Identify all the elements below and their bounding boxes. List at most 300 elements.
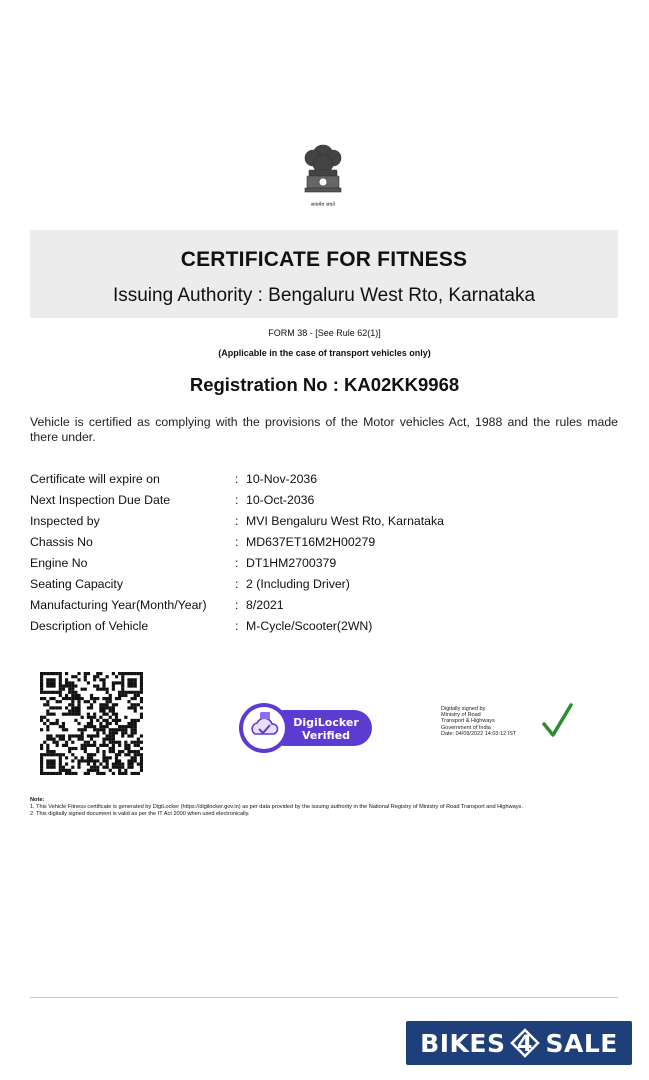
qr-module [87, 734, 90, 737]
qr-module [96, 697, 99, 700]
qr-module [40, 672, 43, 675]
qr-module [46, 703, 49, 706]
qr-module [106, 734, 109, 737]
qr-module [131, 681, 134, 684]
vehicle-details [30, 470, 618, 638]
qr-module [112, 750, 115, 753]
qr-module [115, 722, 118, 725]
notes-title: Note: [30, 797, 45, 803]
qr-module [68, 703, 71, 706]
qr-module [121, 675, 124, 678]
qr-module [62, 697, 65, 700]
qr-module [43, 753, 46, 756]
qr-module [121, 728, 124, 731]
qr-module [121, 684, 124, 687]
qr-module [65, 744, 68, 747]
qr-module [74, 713, 77, 716]
qr-module [127, 744, 130, 747]
digital-signature [436, 702, 580, 750]
qr-module [118, 759, 121, 762]
qr-module [46, 728, 49, 731]
qr-module [109, 734, 112, 737]
qr-module [71, 681, 74, 684]
qr-module [96, 728, 99, 731]
qr-module [87, 759, 90, 762]
qr-module [93, 713, 96, 716]
qr-module [81, 731, 84, 734]
qr-module [90, 753, 93, 756]
qr-module [140, 753, 143, 756]
qr-module [127, 759, 130, 762]
detail-colon: : [235, 514, 239, 528]
qr-module [137, 750, 140, 753]
qr-module [106, 766, 109, 769]
certificate-title: CERTIFICATE FOR FITNESS [180, 248, 468, 271]
qr-module [99, 772, 102, 775]
qr-module [65, 672, 68, 675]
qr-module [40, 766, 43, 769]
qr-module [134, 750, 137, 753]
qr-module [62, 753, 65, 756]
qr-module [56, 700, 59, 703]
detail-colon: : [235, 493, 239, 507]
qr-module [59, 725, 62, 728]
detail-value: MVI Bengaluru West Rto, Karnataka [246, 514, 444, 528]
qr-module [118, 753, 121, 756]
qr-module [124, 747, 127, 750]
qr-module [74, 747, 77, 750]
issuing-authority: Issuing Authority : Bengaluru West Rto, Karnataka [112, 285, 536, 306]
qr-module [77, 700, 80, 703]
qr-module [56, 744, 59, 747]
qr-module [40, 759, 43, 762]
qr-module [134, 753, 137, 756]
qr-module [56, 719, 59, 722]
qr-module [90, 722, 93, 725]
qr-module [49, 672, 52, 675]
qr-module [71, 684, 74, 687]
qr-module [112, 734, 115, 737]
notes-section [30, 797, 620, 818]
qr-module [137, 672, 140, 675]
qr-module [74, 684, 77, 687]
qr-module [115, 763, 118, 766]
qr-module [68, 681, 71, 684]
qr-module [52, 763, 55, 766]
qr-module [59, 675, 62, 678]
qr-module [90, 694, 93, 697]
qr-module [90, 756, 93, 759]
qr-module [49, 697, 52, 700]
qr-module [81, 738, 84, 741]
qr-module [134, 706, 137, 709]
qr-module [112, 713, 115, 716]
qr-module [40, 728, 43, 731]
qr-module [121, 725, 124, 728]
qr-module [134, 694, 137, 697]
qr-module [124, 741, 127, 744]
detail-colon: : [235, 577, 239, 591]
qr-module [46, 759, 49, 762]
qr-module [121, 694, 124, 697]
qr-module [68, 713, 71, 716]
qr-module [131, 759, 134, 762]
qr-module [112, 747, 115, 750]
qr-module [65, 681, 68, 684]
qr-module [102, 678, 105, 681]
qr-module [140, 684, 143, 687]
qr-module [81, 744, 84, 747]
qr-module [43, 716, 46, 719]
qr-module [77, 697, 80, 700]
qr-module [65, 756, 68, 759]
qr-module [112, 763, 115, 766]
qr-module [93, 734, 96, 737]
detail-label: Chassis No [30, 535, 93, 549]
qr-module [109, 716, 112, 719]
qr-module [93, 766, 96, 769]
qr-module [112, 744, 115, 747]
qr-module [140, 700, 143, 703]
qr-module [131, 672, 134, 675]
qr-module [124, 691, 127, 694]
qr-module [115, 675, 118, 678]
qr-module [49, 759, 52, 762]
qr-module [127, 722, 130, 725]
detail-row [30, 491, 618, 512]
qr-module [84, 675, 87, 678]
qr-module [93, 675, 96, 678]
qr-module [96, 688, 99, 691]
qr-module [115, 719, 118, 722]
qr-module [56, 741, 59, 744]
qr-module [118, 694, 121, 697]
qr-module [84, 678, 87, 681]
qr-module [65, 706, 68, 709]
qr-module [106, 722, 109, 725]
qr-module [140, 769, 143, 772]
qr-module [87, 769, 90, 772]
qr-module [127, 691, 130, 694]
qr-module [140, 697, 143, 700]
qr-module [90, 734, 93, 737]
qr-module [59, 678, 62, 681]
qr-module [74, 772, 77, 775]
qr-module [124, 716, 127, 719]
qr-module [49, 678, 52, 681]
qr-module [137, 691, 140, 694]
qr-module [109, 700, 112, 703]
detail-label: Next Inspection Due Date [30, 493, 171, 507]
qr-module [71, 713, 74, 716]
brand-four-icon [508, 1026, 542, 1060]
qr-module [112, 688, 115, 691]
qr-module [137, 738, 140, 741]
detail-label: Manufacturing Year(Month/Year) [30, 598, 207, 612]
detail-label: Seating Capacity [30, 577, 123, 591]
qr-module [118, 766, 121, 769]
qr-module [71, 741, 74, 744]
qr-module [49, 750, 52, 753]
qr-module [87, 672, 90, 675]
qr-module [65, 697, 68, 700]
digilocker-verified-badge [238, 700, 374, 756]
qr-module [84, 744, 87, 747]
qr-module [140, 766, 143, 769]
qr-module [84, 688, 87, 691]
brand-text-bikes: BIKES [420, 1028, 506, 1058]
qr-module [59, 766, 62, 769]
qr-module [102, 772, 105, 775]
qr-module [106, 725, 109, 728]
qr-module [77, 738, 80, 741]
qr-module [84, 725, 87, 728]
qr-module [121, 681, 124, 684]
checkmark-icon [540, 702, 574, 742]
qr-module [40, 716, 43, 719]
detail-colon: : [235, 619, 239, 633]
qr-module [81, 688, 84, 691]
qr-module [121, 678, 124, 681]
qr-module [115, 759, 118, 762]
qr-module [81, 747, 84, 750]
qr-module [46, 744, 49, 747]
qr-module [96, 675, 99, 678]
qr-module [62, 684, 65, 687]
qr-module [40, 697, 43, 700]
qr-module [124, 694, 127, 697]
qr-module [59, 756, 62, 759]
qr-module [43, 691, 46, 694]
qr-module [49, 738, 52, 741]
qr-module [112, 672, 115, 675]
qr-module [102, 759, 105, 762]
qr-module [77, 709, 80, 712]
qr-module [102, 725, 105, 728]
qr-module [118, 741, 121, 744]
qr-module [121, 766, 124, 769]
qr-module [87, 763, 90, 766]
qr-module [62, 728, 65, 731]
qr-module [124, 753, 127, 756]
qr-module [74, 697, 77, 700]
qr-module [118, 697, 121, 700]
qr-module [140, 672, 143, 675]
qr-module [124, 772, 127, 775]
qr-module [52, 738, 55, 741]
qr-module [49, 722, 52, 725]
qr-module [106, 688, 109, 691]
qr-module [71, 700, 74, 703]
qr-module [71, 747, 74, 750]
signature-line: Government of India [441, 724, 491, 731]
qr-module [49, 691, 52, 694]
qr-module [93, 728, 96, 731]
detail-row [30, 554, 618, 575]
qr-module [77, 713, 80, 716]
qr-module [84, 741, 87, 744]
qr-module [59, 706, 62, 709]
qr-module [121, 750, 124, 753]
qr-module [68, 738, 71, 741]
qr-module [99, 725, 102, 728]
qr-module [99, 688, 102, 691]
qr-module [131, 766, 134, 769]
qr-module [137, 703, 140, 706]
qr-module [56, 772, 59, 775]
detail-value: M-Cycle/Scooter(2WN) [246, 619, 373, 633]
qr-module [59, 772, 62, 775]
qr-module [106, 763, 109, 766]
qr-module [106, 738, 109, 741]
qr-module [52, 766, 55, 769]
qr-module [68, 734, 71, 737]
emblem-caption: सत्यमेव जयते [310, 202, 336, 208]
qr-module [71, 734, 74, 737]
qr-module [131, 691, 134, 694]
qr-module [102, 766, 105, 769]
qr-module [46, 734, 49, 737]
qr-module [109, 697, 112, 700]
qr-module [118, 672, 121, 675]
footer-divider [30, 997, 618, 998]
qr-module [127, 725, 130, 728]
qr-module [121, 672, 124, 675]
qr-module [112, 684, 115, 687]
qr-module [46, 725, 49, 728]
qr-code-icon[interactable] [40, 672, 143, 775]
qr-module [52, 697, 55, 700]
qr-module [102, 750, 105, 753]
qr-module [87, 700, 90, 703]
qr-module [59, 738, 62, 741]
qr-module [137, 772, 140, 775]
qr-module [124, 725, 127, 728]
qr-module [40, 747, 43, 750]
qr-module [134, 684, 137, 687]
qr-module [99, 728, 102, 731]
detail-row [30, 470, 618, 491]
detail-row [30, 533, 618, 554]
qr-module [115, 728, 118, 731]
qr-module [71, 753, 74, 756]
qr-module [127, 700, 130, 703]
qr-module [102, 706, 105, 709]
qr-module [65, 728, 68, 731]
qr-module [59, 763, 62, 766]
qr-module [131, 728, 134, 731]
qr-module [49, 734, 52, 737]
detail-colon: : [235, 535, 239, 549]
bikes4sale-logo[interactable] [406, 1021, 632, 1065]
qr-module [134, 719, 137, 722]
qr-module [102, 681, 105, 684]
qr-module [102, 684, 105, 687]
qr-module [131, 678, 134, 681]
qr-module [49, 753, 52, 756]
qr-module [131, 719, 134, 722]
qr-module [118, 772, 121, 775]
form-reference: FORM 38 - [See Rule 62(1)] [268, 328, 381, 338]
qr-module [134, 681, 137, 684]
qr-module [112, 709, 115, 712]
qr-module [134, 741, 137, 744]
qr-module [81, 734, 84, 737]
qr-module [68, 688, 71, 691]
qr-module [118, 744, 121, 747]
qr-module [93, 753, 96, 756]
detail-row [30, 575, 618, 596]
qr-module [99, 703, 102, 706]
qr-module [102, 728, 105, 731]
qr-module [140, 688, 143, 691]
qr-module [56, 734, 59, 737]
qr-module [46, 684, 49, 687]
qr-module [140, 741, 143, 744]
qr-module [77, 766, 80, 769]
qr-module [46, 747, 49, 750]
qr-module [127, 706, 130, 709]
qr-module [137, 719, 140, 722]
qr-module [59, 691, 62, 694]
qr-module [40, 678, 43, 681]
qr-module [96, 772, 99, 775]
qr-module [46, 719, 49, 722]
qr-module [134, 703, 137, 706]
qr-module [68, 709, 71, 712]
qr-module [77, 759, 80, 762]
qr-module [52, 753, 55, 756]
qr-module [134, 728, 137, 731]
qr-module [59, 734, 62, 737]
brand-four [508, 1026, 542, 1060]
qr-module [56, 706, 59, 709]
qr-module [40, 691, 43, 694]
qr-module [49, 766, 52, 769]
qr-module [118, 719, 121, 722]
qr-module [65, 684, 68, 687]
qr-module [99, 722, 102, 725]
qr-module [71, 772, 74, 775]
qr-module [59, 688, 62, 691]
qr-module [106, 713, 109, 716]
qr-module [102, 697, 105, 700]
qr-module [102, 756, 105, 759]
qr-module [99, 709, 102, 712]
qr-module [93, 725, 96, 728]
qr-module [49, 706, 52, 709]
qr-module [131, 725, 134, 728]
qr-module [56, 753, 59, 756]
qr-module [49, 713, 52, 716]
qr-module [84, 700, 87, 703]
qr-module [43, 772, 46, 775]
qr-module [109, 747, 112, 750]
qr-module [52, 706, 55, 709]
qr-module [90, 769, 93, 772]
qr-module [118, 691, 121, 694]
qr-module [52, 772, 55, 775]
qr-module [46, 766, 49, 769]
qr-module [52, 678, 55, 681]
qr-module [140, 675, 143, 678]
qr-module [118, 763, 121, 766]
qr-module [131, 731, 134, 734]
qr-module [74, 691, 77, 694]
qr-module [52, 681, 55, 684]
qr-module [127, 681, 130, 684]
qr-module [102, 688, 105, 691]
